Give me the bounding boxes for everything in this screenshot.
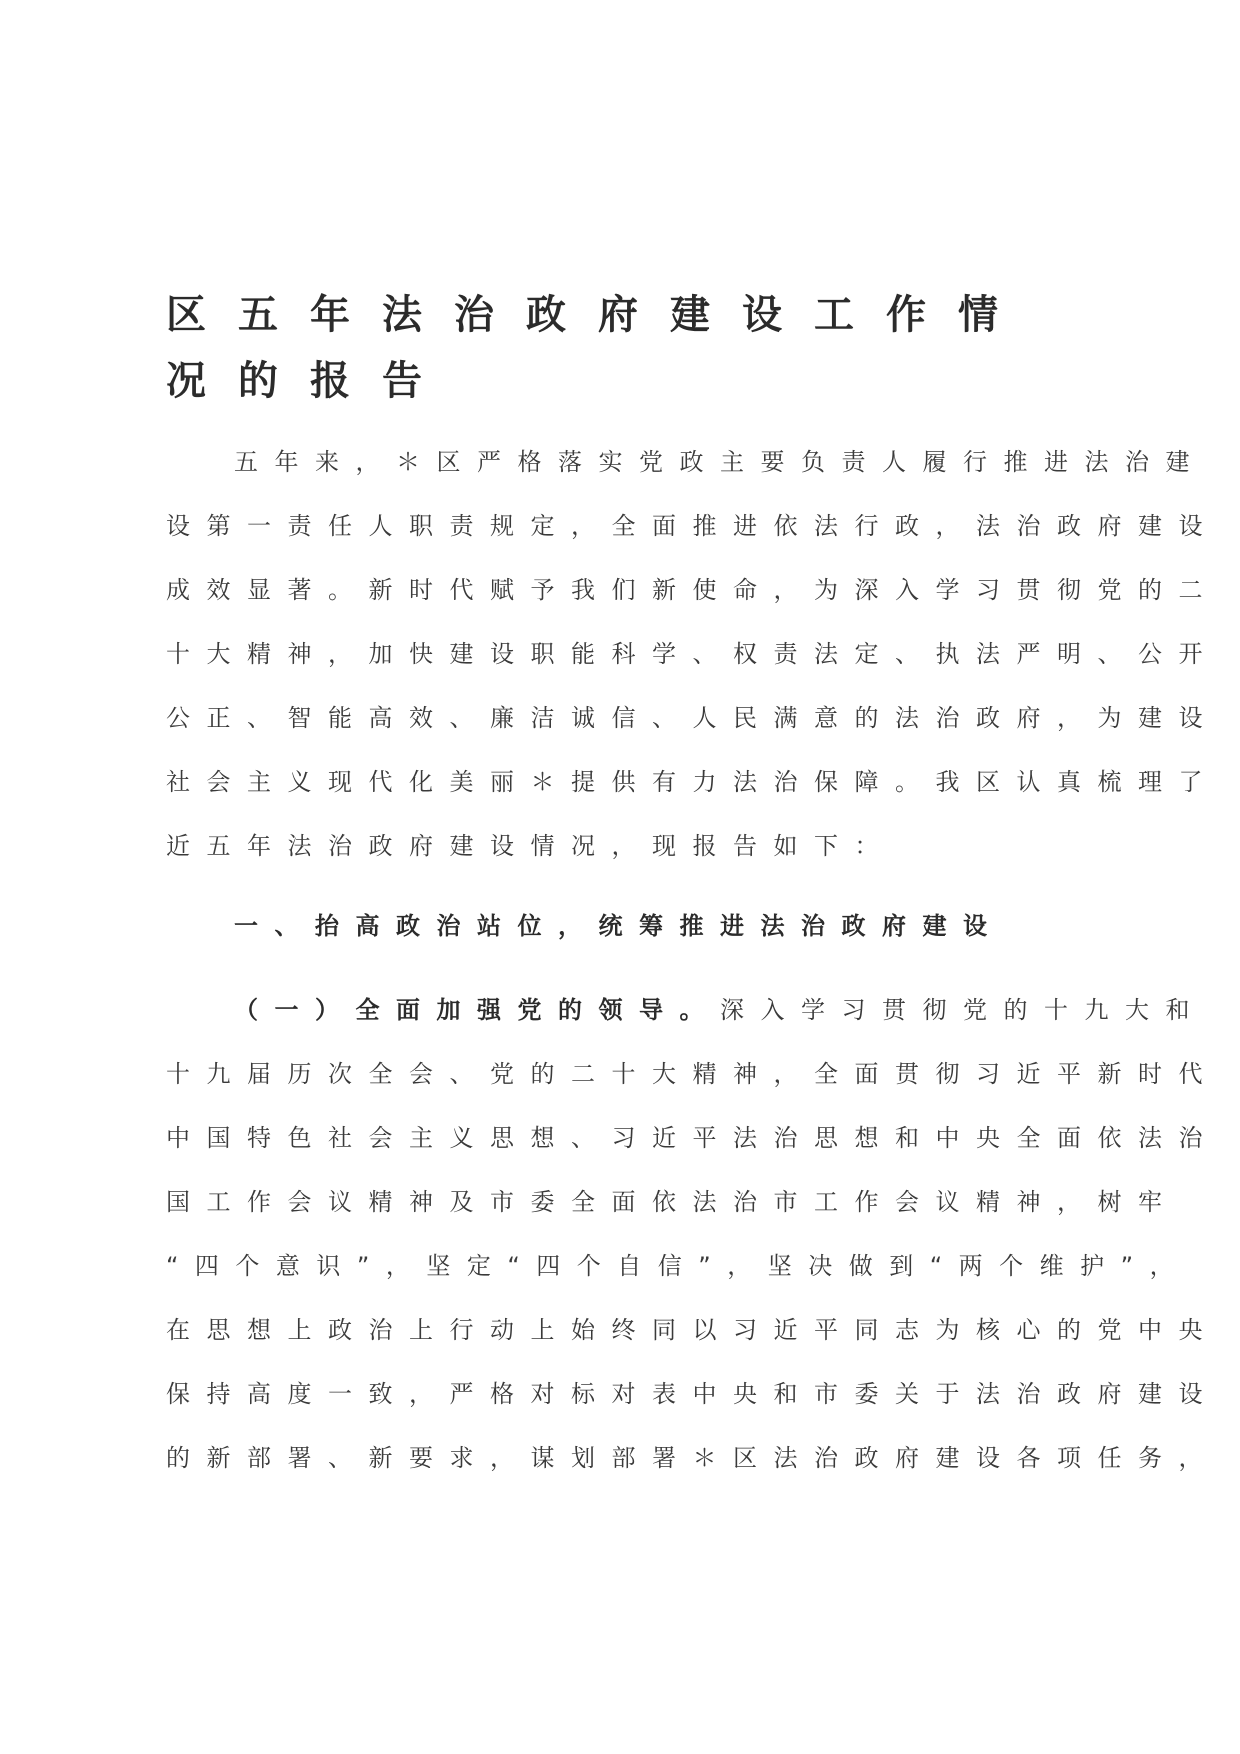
intro-line: 设第一责任人职责规定，全面推进依法行政，法治政府建设	[166, 512, 1219, 540]
paragraph-line	[234, 990, 1206, 1030]
section-heading: 一、抬高政治站位，统筹推进法治政府建设	[234, 912, 1004, 940]
paragraph-line: 中国特色社会主义思想、习近平法治思想和中央全面依法治	[166, 1124, 1219, 1152]
intro-line: 十大精神，加快建设职能科学、权责法定、执法严明、公开	[166, 640, 1219, 668]
intro-line: 近五年法治政府建设情况，现报告如下：	[166, 832, 895, 860]
item-heading: （一）全面加强党的领导。	[234, 996, 720, 1024]
paragraph-line: “四个意识”，坚定“四个自信”，坚决做到“两个维护”，	[166, 1252, 1191, 1280]
intro-line: 社会主义现代化美丽＊提供有力法治保障。我区认真梳理了	[166, 768, 1219, 796]
intro-line: 成效显著。新时代赋予我们新使命，为深入学习贯彻党的二	[166, 576, 1219, 604]
item-text: 深入学习贯彻党的十九大和	[720, 996, 1206, 1024]
paragraph-line: 国工作会议精神及市委全面依法治市工作会议精神，树牢	[166, 1188, 1179, 1216]
intro-line: 公正、智能高效、廉洁诚信、人民满意的法治政府，为建设	[166, 704, 1219, 732]
paragraph-line: 保持高度一致，严格对标对表中央和市委关于法治政府建设	[166, 1380, 1219, 1408]
paragraph-line: 十九届历次全会、党的二十大精神，全面贯彻习近平新时代	[166, 1060, 1219, 1088]
document-title: 区五年法治政府建设工作情况的报告	[166, 292, 1030, 404]
paragraph-line: 在思想上政治上行动上始终同以习近平同志为核心的党中央	[166, 1316, 1219, 1344]
paragraph-line: 的新部署、新要求，谋划部署＊区法治政府建设各项任务，	[166, 1444, 1219, 1472]
intro-line: 五年来，＊区严格落实党政主要负责人履行推进法治建	[234, 448, 1206, 476]
